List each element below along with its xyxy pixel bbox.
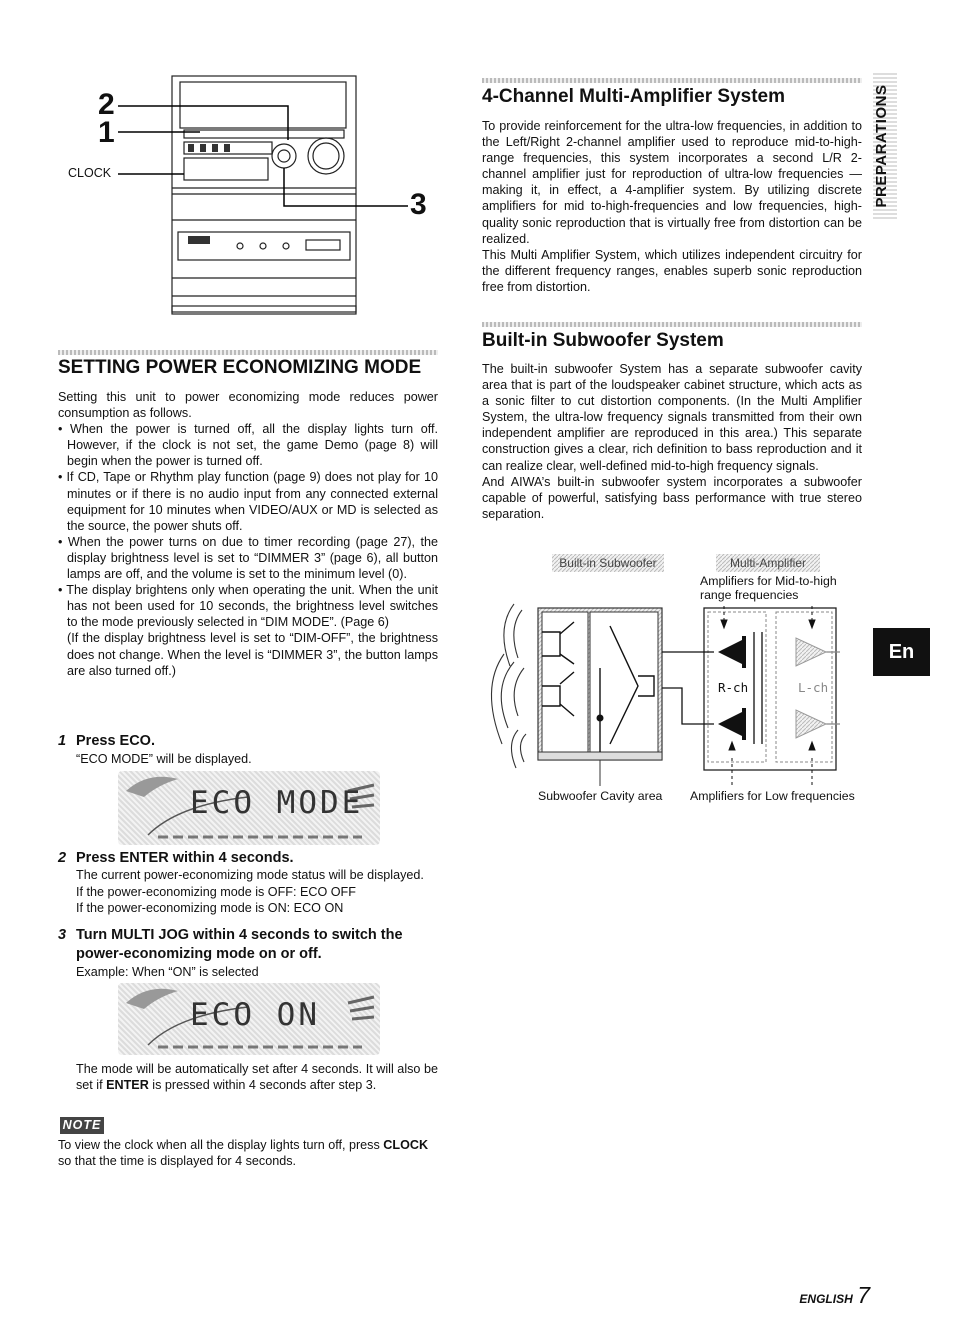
sub-para: The built-in subwoofer System has a separate subwoofer cavity area that is part of the loudspeaker cabinet structure, which acts as a sonic filter to cut distortion components. (In the Multi Amplifier System, the ultra-low frequency signals transmitted from their own independent amplifier are reproduced in this area.) This separate construction gives a clear, rich definition to bass reproduction and it can realize clear, well-defined mid-to-high frequency signals. (482, 362, 862, 473)
section-rule (482, 78, 862, 83)
eco-body (58, 389, 438, 679)
page-footer (760, 1282, 870, 1309)
lcd-text: ECO MODE (190, 785, 364, 821)
eco-parenthetical: (If the display brightness level is set to “DIM-OFF”, the brightness does not change. When the level is “DIMMER 3”, the button lamps are also turned off.) (67, 631, 438, 678)
footer-label: ENGLISH (799, 1292, 853, 1306)
auto-set-text-part: The mode will be automatically set after 4 seconds. It will also be set if (76, 1062, 438, 1093)
subwoofer-diagram (478, 548, 868, 810)
label-multi-amplifier: Multi-Amplifier (729, 556, 806, 570)
eco-intro: Setting this unit to power economizing mode reduces power consumption as follows. (58, 390, 438, 421)
eco-bullet: • If CD, Tape or Rhythm play function (page 9) does not play for 10 minutes or if there is no audio input from any connected external equipment for 10 minutes when VIDEO/AUX or MD is selected as the source, the power shuts off. (58, 470, 438, 533)
lcd-text: ECO ON (190, 997, 320, 1033)
note-text-part: so that the time is displayed for 4 seconds. (58, 1154, 297, 1169)
amp-body (482, 118, 862, 295)
stereo-unit-drawing (60, 70, 440, 320)
side-section-label: PREPARATIONS (873, 73, 897, 219)
device-illustration (60, 70, 440, 320)
lcd-display-eco-mode (118, 771, 380, 845)
step-1-heading (58, 732, 438, 751)
eco-bullet: • The display brightens only when operating the unit. When the unit has not been used for 10 seconds, the brightness level switches to the mode previously selected in “DIM MODE”. (Page 6) (58, 583, 438, 630)
note-text-part: To view the clock when all the display lights turn off, press (58, 1138, 384, 1152)
eco-bullet: • When the power turns on due to timer recording (page 27), the display brightness level is set to “DIMMER 3” (page 6), all button lamps are off, and the volume is set to the minimum level (0). (58, 534, 438, 582)
label-low-amplifiers: Amplifiers for Low frequencies (690, 789, 855, 803)
section-rule (58, 350, 438, 355)
auto-set-text (76, 1061, 438, 1093)
label-r-ch: R-ch (718, 680, 749, 695)
callout-clock: CLOCK (68, 166, 112, 180)
section-heading-sub: Built-in Subwoofer System (482, 330, 724, 351)
section-heading-eco: SETTING POWER ECONOMIZING MODE (58, 357, 422, 378)
sub-body (482, 361, 862, 522)
label-l-ch: L-ch (798, 680, 829, 695)
step-3-number: 3 (58, 927, 67, 943)
label-mid-high-amplifiers (700, 574, 837, 602)
side-section-tab (866, 78, 906, 224)
label-cavity-area: Subwoofer Cavity area (538, 789, 663, 803)
note-text (58, 1137, 443, 1169)
callout-2: 2 (98, 88, 115, 121)
step-1-number: 1 (58, 733, 67, 749)
callout-3: 3 (410, 188, 427, 221)
section-heading-amp: 4-Channel Multi-Amplifier System (482, 86, 785, 107)
step-2-line: If the power-economizing mode is ON: ECO ON (76, 901, 344, 915)
eco-bullet: • When the power is turned off, all the display lights turn off. However, if the clock is not set, the game Demo (page 8) will begin when the power is turned off. (58, 422, 438, 469)
step-1-title: Press ECO. (76, 733, 155, 749)
language-tab: En (873, 628, 930, 676)
label-line: Amplifiers for Mid-to-high (700, 574, 837, 588)
step-2-heading (58, 849, 438, 868)
note-badge: NOTE (60, 1117, 104, 1134)
step-2-line: The current power-economizing mode status will be displayed. (76, 868, 424, 882)
step-3-title-1: Turn MULTI JOG within 4 seconds to switch the (76, 927, 403, 943)
amp-para: To provide reinforcement for the ultra-low frequencies, in addition to the Left/Right 2-channel amplifier used to reproduce mid-to-high-range frequencies, this system incorporates a second L/R 2-channel amplifier just for reproduction of ultra-low frequencies — making it, in effect, a 4-amplifier system. By utilizing discrete amplifiers for mid to-high-frequencies and low frequencies, high-quality sonic reproduction that is virtually free from distortion can be realized. (482, 119, 862, 246)
step-3-title-2: power-economizing mode on or off. (76, 946, 322, 962)
label-line: range frequencies (700, 588, 799, 602)
page-number: 7 (857, 1282, 870, 1308)
enter-key-label: ENTER (106, 1078, 149, 1093)
lcd-display-eco-on (118, 983, 380, 1055)
clock-key-label: CLOCK (383, 1138, 429, 1152)
step-2-line: If the power-economizing mode is OFF: ECO OFF (76, 884, 356, 899)
step-1-text: “ECO MODE” will be displayed. (76, 752, 252, 766)
step-3-example: Example: When “ON” is selected (76, 965, 259, 979)
amp-para: This Multi Amplifier System, which utilizes independent circuitry for the different frequency ranges, enables superb sonic reproduction free from distortion. (482, 247, 862, 294)
step-2-number: 2 (58, 850, 67, 866)
sub-para: And AIWA’s built-in subwoofer system incorporates a subwoofer capable of powerful, satisfying bass performance with true stereo separation. (482, 474, 862, 521)
section-rule (482, 322, 862, 327)
step-3-heading (58, 926, 443, 964)
step-2-title: Press ENTER within 4 seconds. (76, 850, 294, 866)
auto-set-text-part: is pressed within 4 seconds after step 3. (148, 1078, 377, 1093)
label-built-in-subwoofer: Built-in Subwoofer (559, 556, 657, 570)
callout-1: 1 (98, 116, 115, 149)
step-2-text (58, 867, 456, 917)
